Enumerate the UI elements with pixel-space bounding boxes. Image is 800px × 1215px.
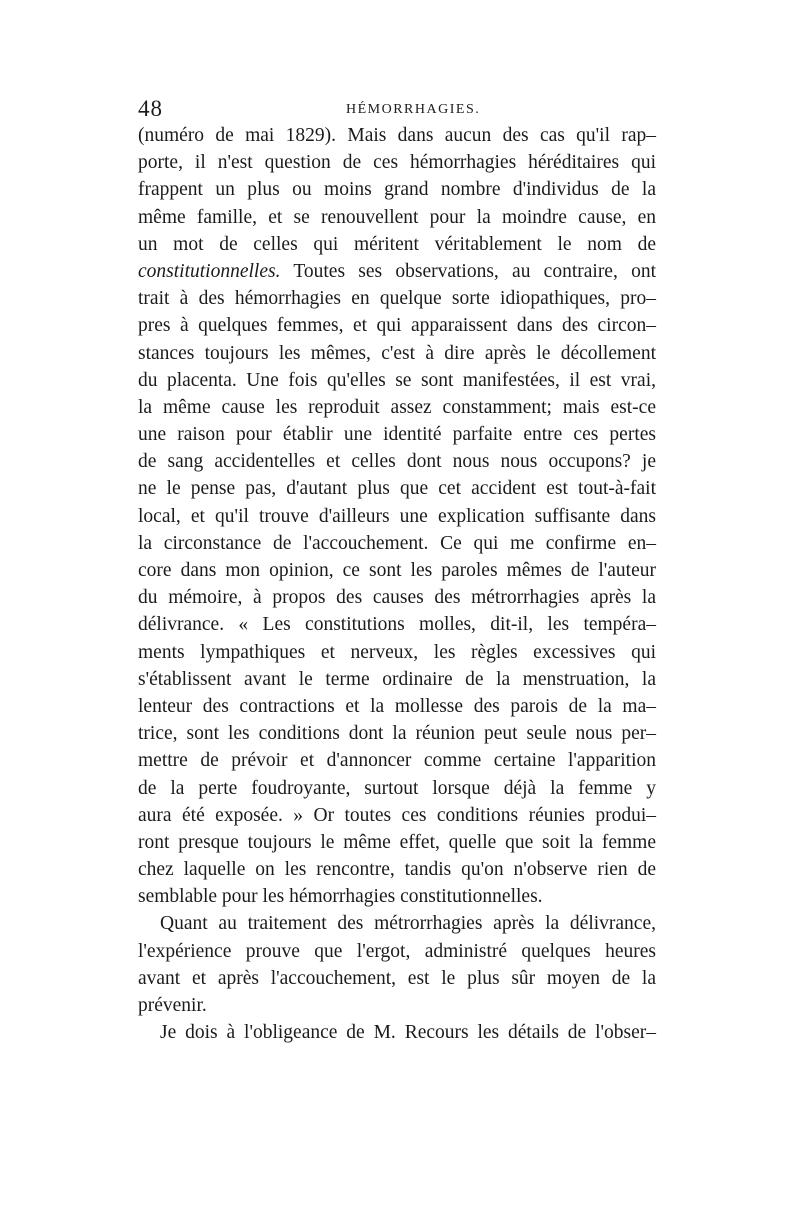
body-text [138,122,656,1046]
line-text: un mot de celles qui méritent véritablement le nom de [138,233,656,255]
text-line [138,775,656,802]
text-line [138,394,656,421]
text-line [138,503,656,530]
line-text: trice, sont les conditions dont la réunion peut seule nous per– [138,723,656,745]
text-line [138,149,656,176]
text-line [138,666,656,693]
text-line [138,611,656,638]
text-line [138,557,656,584]
text-line [138,856,656,883]
text-line [138,285,656,312]
italic-term: constitutionnelles. [138,260,281,282]
line-text: prévenir. [138,995,207,1016]
text-line [138,258,656,285]
line-text: Quant au traitement des métrorrhagies après la délivrance, [160,913,656,935]
line-text: avant et après l'accouchement, est le plus sûr moyen de la [138,967,656,989]
line-text: local, et qu'il trouve d'ailleurs une explication suffisante dans [138,505,656,527]
text-line [138,584,656,611]
line-text: délivrance. « Les constitutions molles, dit-il, les tempéra– [138,614,656,636]
text-line [138,1019,656,1046]
line-text: semblable pour les hémorrhagies constitutionnelles. [138,886,543,908]
line-text: s'établissent avant le terme ordinaire de la menstruation, la [138,668,656,690]
text-line [138,747,656,774]
text-line [138,693,656,720]
line-text: la même cause les reproduit assez constamment; mais est-ce [138,396,656,418]
text-line [138,720,656,747]
line-text: porte, il n'est question de ces hémorrhagies héréditaires qui [138,152,656,174]
text-line [138,639,656,666]
line-text: ments lympathiques et nerveux, les règles excessives qui [138,641,656,663]
text-line [138,530,656,557]
text-line [138,965,656,992]
text-line [138,883,656,910]
line-text: ne le pense pas, d'autant plus que cet accident est tout-à-fait [138,478,656,500]
page-number: 48 [138,96,163,121]
line-text: une raison pour établir une identité parfaite entre ces pertes [138,424,656,446]
text-line [138,176,656,203]
text-line [138,340,656,367]
text-line [138,802,656,829]
line-text: frappent un plus ou moins grand nombre d'individus de la [138,179,656,201]
line-text: ront presque toujours le même effet, quelle que soit la femme [138,831,656,853]
text-line [138,122,656,149]
line-text: du placenta. Une fois qu'elles se sont manifestées, il est vrai, [138,369,656,391]
line-text: même famille, et se renouvellent pour la moindre cause, en [138,206,656,228]
line-text: du mémoire, à propos des causes des métrorrhagies après la [138,587,656,609]
text-line [138,421,656,448]
line-text: mettre de prévoir et d'annoncer comme certaine l'apparition [138,750,656,772]
text-line [138,231,656,258]
line-text: Toutes ses observations, au contraire, ont [280,260,656,282]
line-text: aura été exposée. » Or toutes ces conditions réunies produi– [138,804,656,826]
text-line [138,367,656,394]
line-text: stances toujours les mêmes, c'est à dire après le décollement [138,342,656,364]
line-text: core dans mon opinion, ce sont les paroles mêmes de l'auteur [138,560,656,581]
line-text: de sang accidentelles et celles dont nous nous occupons? je [138,451,656,473]
line-text: Je dois à l'obligeance de M. Recours les détails de l'obser– [160,1022,656,1044]
line-text: pres à quelques femmes, et qui apparaissent dans des circon– [138,315,656,337]
line-text: chez laquelle on les rencontre, tandis qu'on n'observe rien de [138,859,656,881]
text-line [138,910,656,937]
text-line [138,204,656,231]
line-text: de la perte foudroyante, surtout lorsque déjà la femme y [138,777,656,799]
text-line [138,475,656,502]
running-title: HÉMORRHAGIES . [346,102,480,118]
line-text: l'expérience prouve que l'ergot, administré quelques heures [138,940,656,962]
text-line [138,938,656,965]
text-line [138,829,656,856]
line-text: la circonstance de l'accouchement. Ce qui me confirme en– [138,532,656,554]
line-text: (numéro de mai 1829). Mais dans aucun des cas qu'il rap– [138,125,656,146]
text-line [138,312,656,339]
text-line [138,992,656,1019]
text-line [138,448,656,475]
line-text: lenteur des contractions et la mollesse des parois de la ma– [138,695,656,717]
line-text: trait à des hémorrhagies en quelque sorte idiopathiques, pro– [138,288,656,310]
